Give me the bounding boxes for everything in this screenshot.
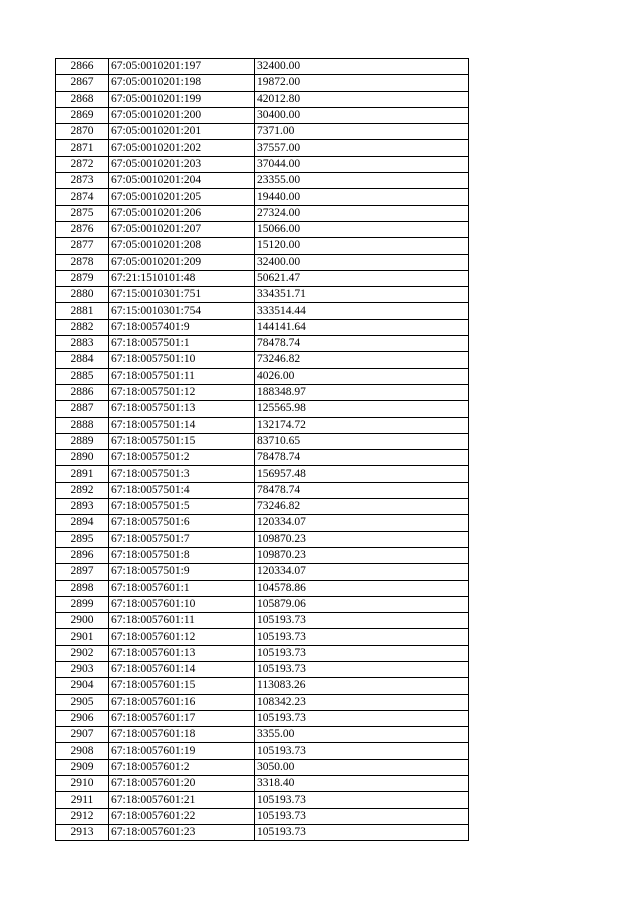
table-row xyxy=(56,482,469,498)
row-number: 2902 xyxy=(56,645,109,661)
row-number: 2868 xyxy=(56,91,109,107)
table-row xyxy=(56,645,469,661)
table-row xyxy=(56,564,469,580)
table-row xyxy=(56,368,469,384)
value-cell: 78478.74 xyxy=(255,450,469,466)
row-number: 2869 xyxy=(56,107,109,123)
row-number: 2893 xyxy=(56,499,109,515)
value-cell: 105193.73 xyxy=(255,645,469,661)
row-number: 2907 xyxy=(56,727,109,743)
cadastral-number: 67:15:0010301:751 xyxy=(109,287,255,303)
row-number: 2896 xyxy=(56,547,109,563)
cadastral-number: 67:18:0057601:22 xyxy=(109,808,255,824)
value-cell: 27324.00 xyxy=(255,205,469,221)
row-number: 2876 xyxy=(56,221,109,237)
cadastral-number: 67:18:0057601:12 xyxy=(109,629,255,645)
cadastral-number: 67:05:0010201:206 xyxy=(109,205,255,221)
row-number: 2913 xyxy=(56,824,109,840)
cadastral-number: 67:18:0057601:10 xyxy=(109,596,255,612)
table-row xyxy=(56,319,469,335)
table-row xyxy=(56,629,469,645)
value-cell: 104578.86 xyxy=(255,580,469,596)
table-row xyxy=(56,792,469,808)
table-row xyxy=(56,75,469,91)
table-row xyxy=(56,59,469,75)
row-number: 2888 xyxy=(56,417,109,433)
row-number: 2900 xyxy=(56,613,109,629)
cadastral-number: 67:18:0057501:12 xyxy=(109,384,255,400)
row-number: 2867 xyxy=(56,75,109,91)
cadastral-number: 67:18:0057601:11 xyxy=(109,613,255,629)
row-number: 2882 xyxy=(56,319,109,335)
cadastral-number: 67:18:0057401:9 xyxy=(109,319,255,335)
table-row xyxy=(56,336,469,352)
table-row xyxy=(56,173,469,189)
value-cell: 78478.74 xyxy=(255,336,469,352)
row-number: 2871 xyxy=(56,140,109,156)
table-row xyxy=(56,124,469,140)
table-row xyxy=(56,140,469,156)
cadastral-number: 67:21:1510101:48 xyxy=(109,270,255,286)
table-row xyxy=(56,352,469,368)
row-number: 2897 xyxy=(56,564,109,580)
cadastral-number: 67:18:0057501:6 xyxy=(109,515,255,531)
row-number: 2872 xyxy=(56,156,109,172)
row-number: 2911 xyxy=(56,792,109,808)
cadastral-number: 67:05:0010201:202 xyxy=(109,140,255,156)
cadastral-number: 67:18:0057601:15 xyxy=(109,678,255,694)
cadastral-number: 67:05:0010201:200 xyxy=(109,107,255,123)
value-cell: 3050.00 xyxy=(255,759,469,775)
value-cell: 19440.00 xyxy=(255,189,469,205)
row-number: 2866 xyxy=(56,59,109,75)
cadastral-number: 67:18:0057601:1 xyxy=(109,580,255,596)
value-cell: 188348.97 xyxy=(255,384,469,400)
row-number: 2885 xyxy=(56,368,109,384)
value-cell: 334351.71 xyxy=(255,287,469,303)
row-number: 2905 xyxy=(56,694,109,710)
row-number: 2894 xyxy=(56,515,109,531)
value-cell: 105193.73 xyxy=(255,710,469,726)
value-cell: 78478.74 xyxy=(255,482,469,498)
row-number: 2901 xyxy=(56,629,109,645)
row-number: 2909 xyxy=(56,759,109,775)
cadastral-number: 67:18:0057601:19 xyxy=(109,743,255,759)
cadastral-number: 67:05:0010201:198 xyxy=(109,75,255,91)
row-number: 2884 xyxy=(56,352,109,368)
row-number: 2889 xyxy=(56,433,109,449)
table-row xyxy=(56,450,469,466)
cadastral-number: 67:05:0010201:209 xyxy=(109,254,255,270)
table-row xyxy=(56,613,469,629)
row-number: 2887 xyxy=(56,401,109,417)
table-row xyxy=(56,270,469,286)
table-row xyxy=(56,596,469,612)
row-number: 2877 xyxy=(56,238,109,254)
cadastral-number: 67:18:0057601:17 xyxy=(109,710,255,726)
value-cell: 105193.73 xyxy=(255,743,469,759)
row-number: 2873 xyxy=(56,173,109,189)
table-row xyxy=(56,515,469,531)
table-row xyxy=(56,221,469,237)
cadastral-number: 67:18:0057501:13 xyxy=(109,401,255,417)
cadastral-number: 67:18:0057601:18 xyxy=(109,727,255,743)
value-cell: 73246.82 xyxy=(255,352,469,368)
value-cell: 105193.73 xyxy=(255,808,469,824)
table-row xyxy=(56,727,469,743)
value-cell: 105193.73 xyxy=(255,661,469,677)
row-number: 2874 xyxy=(56,189,109,205)
row-number: 2910 xyxy=(56,776,109,792)
cadastral-number: 67:18:0057501:10 xyxy=(109,352,255,368)
cadastral-number: 67:18:0057501:8 xyxy=(109,547,255,563)
cadastral-number: 67:18:0057601:2 xyxy=(109,759,255,775)
table-row xyxy=(56,384,469,400)
value-cell: 125565.98 xyxy=(255,401,469,417)
value-cell: 105193.73 xyxy=(255,629,469,645)
cadastral-number: 67:18:0057501:1 xyxy=(109,336,255,352)
value-cell: 50621.47 xyxy=(255,270,469,286)
table-row xyxy=(56,205,469,221)
table-row xyxy=(56,287,469,303)
row-number: 2883 xyxy=(56,336,109,352)
table-row xyxy=(56,417,469,433)
cadastral-number: 67:18:0057601:14 xyxy=(109,661,255,677)
data-table xyxy=(55,58,469,841)
value-cell: 144141.64 xyxy=(255,319,469,335)
cadastral-number: 67:15:0010301:754 xyxy=(109,303,255,319)
table-body xyxy=(56,59,469,841)
table-row xyxy=(56,759,469,775)
value-cell: 120334.07 xyxy=(255,564,469,580)
value-cell: 156957.48 xyxy=(255,466,469,482)
cadastral-number: 67:18:0057601:21 xyxy=(109,792,255,808)
value-cell: 105193.73 xyxy=(255,613,469,629)
value-cell: 30400.00 xyxy=(255,107,469,123)
table-row xyxy=(56,254,469,270)
value-cell: 7371.00 xyxy=(255,124,469,140)
row-number: 2908 xyxy=(56,743,109,759)
value-cell: 105193.73 xyxy=(255,824,469,840)
cadastral-number: 67:18:0057601:23 xyxy=(109,824,255,840)
value-cell: 73246.82 xyxy=(255,499,469,515)
table-row xyxy=(56,189,469,205)
value-cell: 120334.07 xyxy=(255,515,469,531)
row-number: 2895 xyxy=(56,531,109,547)
row-number: 2879 xyxy=(56,270,109,286)
value-cell: 109870.23 xyxy=(255,531,469,547)
value-cell: 3355.00 xyxy=(255,727,469,743)
cadastral-number: 67:05:0010201:208 xyxy=(109,238,255,254)
table-row xyxy=(56,107,469,123)
value-cell: 105879.06 xyxy=(255,596,469,612)
value-cell: 109870.23 xyxy=(255,547,469,563)
row-number: 2886 xyxy=(56,384,109,400)
cadastral-number: 67:18:0057501:11 xyxy=(109,368,255,384)
value-cell: 83710.65 xyxy=(255,433,469,449)
table-row xyxy=(56,401,469,417)
cadastral-number: 67:18:0057501:5 xyxy=(109,499,255,515)
row-number: 2891 xyxy=(56,466,109,482)
row-number: 2892 xyxy=(56,482,109,498)
value-cell: 15066.00 xyxy=(255,221,469,237)
value-cell: 4026.00 xyxy=(255,368,469,384)
value-cell: 37557.00 xyxy=(255,140,469,156)
cadastral-number: 67:18:0057601:16 xyxy=(109,694,255,710)
cadastral-number: 67:18:0057501:15 xyxy=(109,433,255,449)
value-cell: 132174.72 xyxy=(255,417,469,433)
table-row xyxy=(56,694,469,710)
table-row xyxy=(56,303,469,319)
cadastral-number: 67:18:0057501:2 xyxy=(109,450,255,466)
row-number: 2870 xyxy=(56,124,109,140)
row-number: 2878 xyxy=(56,254,109,270)
cadastral-number: 67:05:0010201:205 xyxy=(109,189,255,205)
table-row xyxy=(56,238,469,254)
value-cell: 15120.00 xyxy=(255,238,469,254)
cadastral-number: 67:05:0010201:203 xyxy=(109,156,255,172)
cadastral-number: 67:18:0057501:4 xyxy=(109,482,255,498)
cadastral-number: 67:18:0057501:7 xyxy=(109,531,255,547)
table-row xyxy=(56,743,469,759)
table-row xyxy=(56,776,469,792)
cadastral-number: 67:18:0057501:9 xyxy=(109,564,255,580)
value-cell: 108342.23 xyxy=(255,694,469,710)
row-number: 2881 xyxy=(56,303,109,319)
cadastral-number: 67:05:0010201:204 xyxy=(109,173,255,189)
cadastral-number: 67:18:0057501:14 xyxy=(109,417,255,433)
value-cell: 32400.00 xyxy=(255,59,469,75)
table-row xyxy=(56,91,469,107)
row-number: 2899 xyxy=(56,596,109,612)
row-number: 2903 xyxy=(56,661,109,677)
value-cell: 113083.26 xyxy=(255,678,469,694)
cadastral-number: 67:05:0010201:201 xyxy=(109,124,255,140)
table-row xyxy=(56,808,469,824)
table-row xyxy=(56,661,469,677)
cadastral-number: 67:05:0010201:207 xyxy=(109,221,255,237)
table-row xyxy=(56,824,469,840)
table-row xyxy=(56,531,469,547)
row-number: 2880 xyxy=(56,287,109,303)
value-cell: 42012.80 xyxy=(255,91,469,107)
value-cell: 37044.00 xyxy=(255,156,469,172)
table-row xyxy=(56,547,469,563)
cadastral-number: 67:05:0010201:197 xyxy=(109,59,255,75)
table-row xyxy=(56,433,469,449)
value-cell: 333514.44 xyxy=(255,303,469,319)
row-number: 2904 xyxy=(56,678,109,694)
table-row xyxy=(56,499,469,515)
value-cell: 23355.00 xyxy=(255,173,469,189)
row-number: 2906 xyxy=(56,710,109,726)
row-number: 2875 xyxy=(56,205,109,221)
row-number: 2890 xyxy=(56,450,109,466)
cadastral-number: 67:18:0057601:13 xyxy=(109,645,255,661)
row-number: 2898 xyxy=(56,580,109,596)
row-number: 2912 xyxy=(56,808,109,824)
cadastral-number: 67:18:0057601:20 xyxy=(109,776,255,792)
table-row xyxy=(56,580,469,596)
table-row xyxy=(56,466,469,482)
table-row xyxy=(56,678,469,694)
value-cell: 105193.73 xyxy=(255,792,469,808)
table-row xyxy=(56,156,469,172)
cadastral-number: 67:05:0010201:199 xyxy=(109,91,255,107)
value-cell: 32400.00 xyxy=(255,254,469,270)
table-row xyxy=(56,710,469,726)
value-cell: 3318.40 xyxy=(255,776,469,792)
cadastral-number: 67:18:0057501:3 xyxy=(109,466,255,482)
value-cell: 19872.00 xyxy=(255,75,469,91)
